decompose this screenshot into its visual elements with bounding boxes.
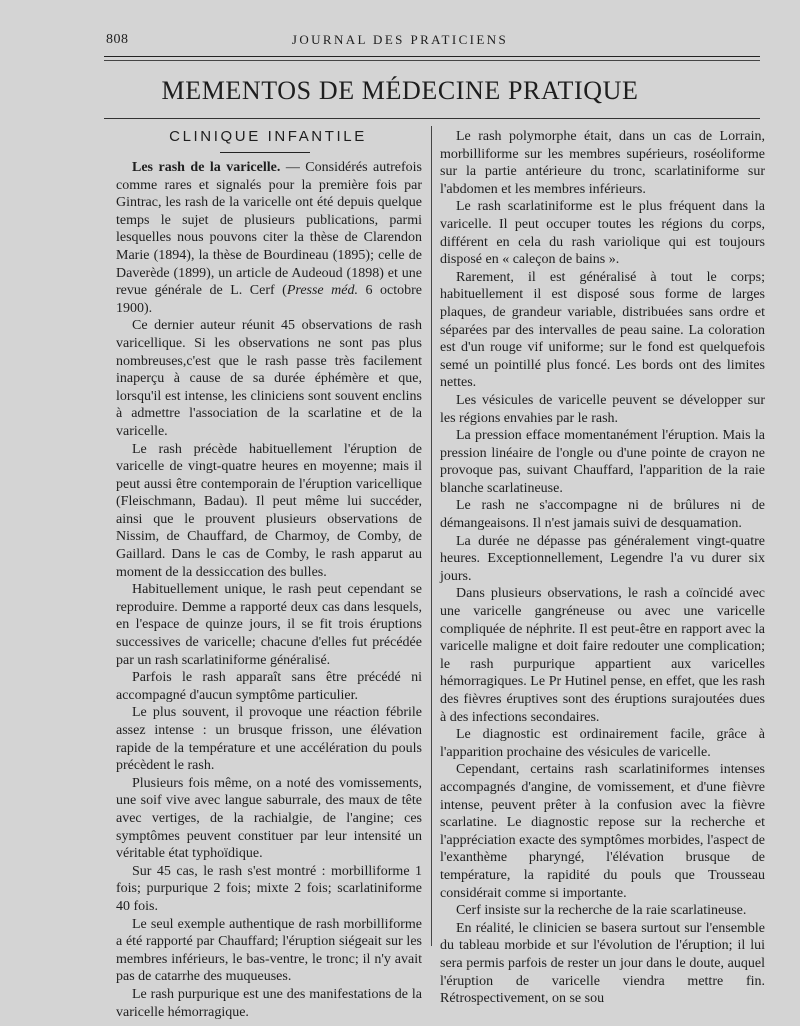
right-column <box>440 128 765 1008</box>
title-rule <box>104 118 760 119</box>
paragraph: Le rash ne s'accompagne ni de brûlures ni de démangeaisons. Il n'est jamais suivi de desquamation. <box>440 498 765 532</box>
lead-heading: Les rash de la varicelle. <box>132 160 281 175</box>
paragraph: Dans plusieurs observations, le rash a coïncidé avec une varicelle gangréneuse ou avec une varicelle compliquée de néphrite. Il est peut-être en rapport avec la varicelle maligne et doit faire redouter une complication; le rash purpurique appartient aux varicelles hémorragiques. Le Pr Hutinel pense, en effet, que les rash des fièvres éruptives sont des éruptions surajoutées dues à des infections secondaires. <box>440 586 765 725</box>
right-paragraphs <box>440 128 765 1008</box>
paragraph: Les vésicules de varicelle peuvent se développer sur les régions envahies par le rash. <box>440 392 765 426</box>
paragraph: Habituellement unique, le rash peut cependant se reproduire. Demme a rapporté deux cas dans lesquels, en l'espace de quinze jours, il se fit trois éruptions successives de varicelle; chacune d'elles fut précédée par un rash scarlatiniforme généralisé. <box>116 582 422 668</box>
lead-reference: Presse méd. <box>286 283 358 299</box>
lead-end: 6 octobre 1900). <box>116 283 422 316</box>
paragraph: Rarement, il est généralisé à tout le corps; habituellement il est disposé sous forme de larges plaques, de grandeur variable, distribuées sans ordre et séparées par des intervalles de peau saine. La coloration est d'un rouge vif uniforme; sur le fond est quelquefois semé un pointillé plus foncé. Les bords ont des limites nettes. <box>440 269 765 391</box>
paragraph: Le rash purpurique est une des manifestations de la varicelle hémorragique. <box>116 986 422 1020</box>
paragraph: La durée ne dépasse pas généralement vingt-quatre heures. Exceptionnellement, Legendre l'a vu durer six jours. <box>440 533 765 584</box>
paragraph: Sur 45 cas, le rash s'est montré : morbilliforme 1 fois; purpurique 2 fois; mixte 2 fois; scarlatiniforme 40 fois. <box>116 863 422 914</box>
header-rule-thin <box>104 60 760 61</box>
left-column <box>116 159 422 1021</box>
paragraph: Le rash précède habituellement l'éruption de varicelle de vingt-quatre heures en moyenne; mais il peut aussi être contemporain de l'éruption varicellique (Fleischmann, Badau). Il peut même lui succéder, ainsi que le prouvent plusieurs observations de Nissim, de Chauffard, de Charmoy, de Comby, de Gaillard. Dans le cas de Comby, le rash apparut au moment de la dessiccation des bulles. <box>116 441 422 580</box>
paragraph: Le diagnostic est ordinairement facile, grâce à l'apparition prochaine des vésicules de varicelle. <box>440 727 765 760</box>
paragraph: La pression efface momentanément l'éruption. Mais la pression linéaire de l'ongle ou d'une pointe de crayon ne provoque pas, suivant Chauffard, l'apparition de la raie blanche scarlatineuse. <box>440 428 765 496</box>
column-separator <box>431 126 432 946</box>
left-paragraphs <box>116 317 422 1021</box>
section-title: CLINIQUE INFANTILE <box>169 128 367 145</box>
header-rule <box>104 56 760 57</box>
lead-text: — Considérés autrefois comme rares et signalés pour la première fois par Gintrac, les rash de la varicelle ont été depuis quelque temps le sujet de plusieurs publications, parmi lesquelles nous pouvons citer la thèse de Clarendon Marie (1894), la thèse de Bourdineau (1895); celle de Daverède (1899), un article de Audeoud (1898) et une revue générale de L. Cerf ( <box>116 160 422 299</box>
paragraph: Cerf insiste sur la recherche de la raie scarlatineuse. <box>456 903 747 919</box>
paragraph: Le seul exemple authentique de rash morbilliforme a été rapporté par Chauffard; l'éruption siégeait sur les membres inférieurs, le bas-ventre, le tronc; il n'y avait pas de catarrhe des muqueuses. <box>116 916 422 985</box>
page-title: MEMENTOS DE MÉDECINE PRATIQUE <box>161 76 639 105</box>
paragraph: Ce dernier auteur réunit 45 observations de rash varicellique. Si les observations ne sont pas plus nombreuses,c'est que le rash passe très facilement inaperçu à cause de sa durée éphémère et que, lorsqu'il est intense, les cliniciens sont souvent enclins à admettre l'association de la scarlatine et de la varicelle. <box>116 318 422 439</box>
paragraph: Cependant, certains rash scarlatiniformes intenses accompagnés d'angine, de vomissement, et d'une fièvre intense, peuvent prêter à la confusion avec la fièvre scarlatine. Le diagnostic repose sur la recherche et l'appréciation exacte des symptômes morbides, l'aspect de l'exanthème pharyngé, l'élévation brusque de température, la rapidité du pouls que Trousseau considérait comme si importante. <box>440 762 765 901</box>
paragraph: Le plus souvent, il provoque une réaction fébrile assez intense : un brusque frisson, une élévation rapide de la température et une accélération du pouls précèdent le rash. <box>116 705 422 774</box>
lead-paragraph <box>116 159 422 317</box>
paragraph: Parfois le rash apparaît sans être précédé ni accompagné d'aucun symptôme particulier. <box>116 670 422 703</box>
paragraph: Le rash scarlatiniforme est le plus fréquent dans la varicelle. Il peut occuper toutes les régions du corps, différent en cela du rash variolique qui est toujours disposé en « caleçon de bains ». <box>440 199 765 268</box>
page-number: 808 <box>106 32 129 47</box>
paragraph: Le rash polymorphe était, dans un cas de Lorrain, morbilliforme sur les membres supérieurs, roséoliforme sur la partie antérieure du tronc, scarlatiniforme sur l'abdomen et les membres inférieurs. <box>440 129 765 197</box>
section-rule <box>220 152 310 153</box>
paragraph: En réalité, le clinicien se basera surtout sur l'ensemble du tableau morbide et sur l'évolution de l'éruption; il lui sera permis parfois de rester un jour dans le doute, auquel l'éruption de varicelle viendra mettre fin. Rétrospectivement, on se sou <box>440 920 765 1007</box>
paragraph: Plusieurs fois même, on a noté des vomissements, une soif vive avec langue saburrale, des maux de tête avec vertiges, de la rachialgie, de l'angine; ces symptômes peuvent constituer par leur intensité un véritable état typhoïdique. <box>116 775 422 862</box>
running-head: JOURNAL DES PRATICIENS <box>291 32 509 47</box>
